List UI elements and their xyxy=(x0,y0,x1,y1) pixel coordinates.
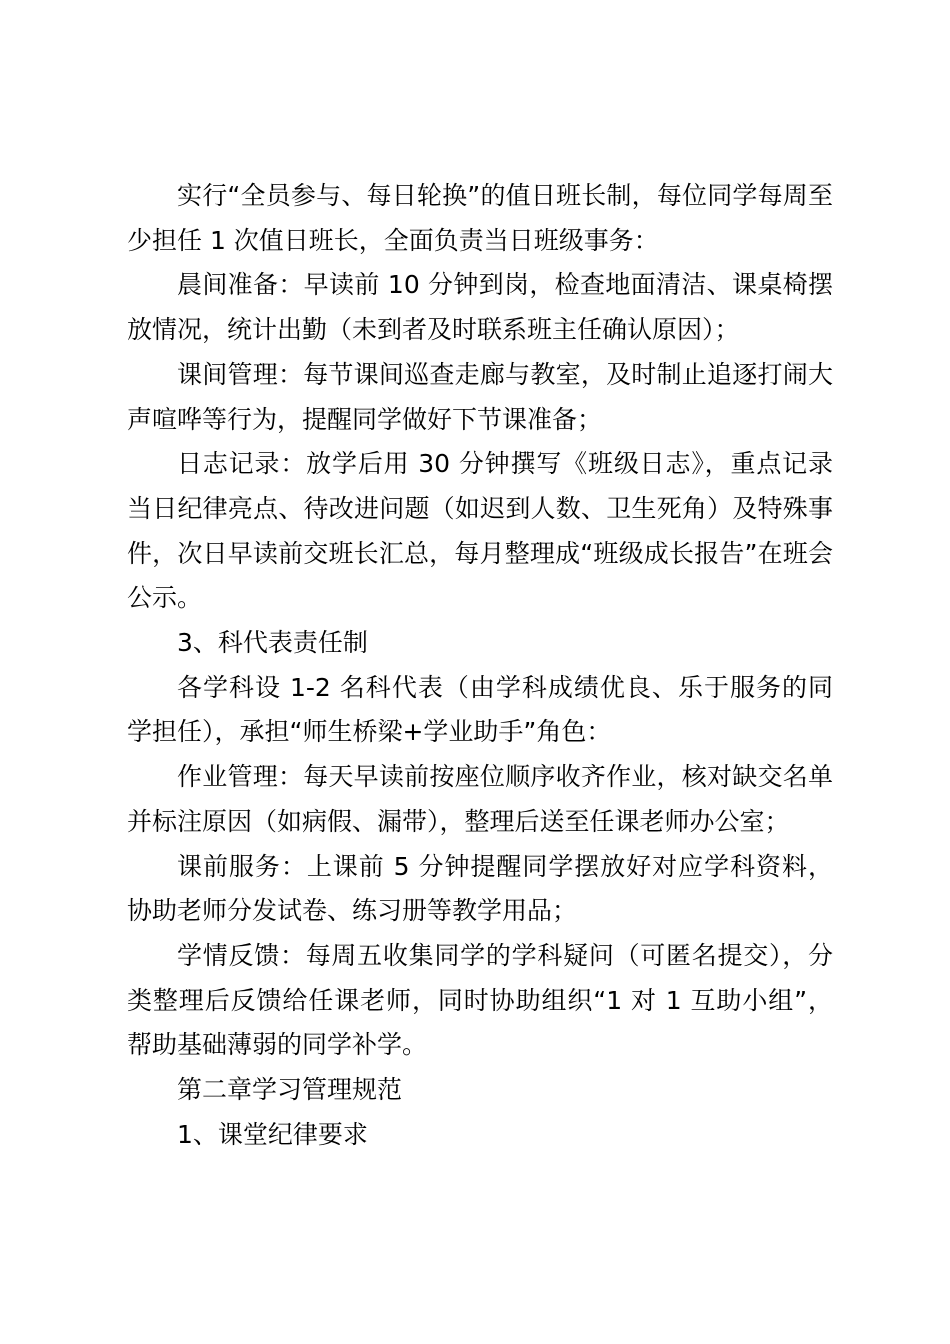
paragraph-pre-class-service: 课前服务：上课前 5 分钟提醒同学摆放好对应学科资料，协助老师分发试卷、练习册等教学用品； xyxy=(127,851,833,926)
paragraph-log-recording: 日志记录：放学后用 30 分钟撰写《班级日志》，重点记录当日纪律亮点、待改进问题（如迟到人数、卫生死角）及特殊事件，次日早读前交班长汇总，每月整理成“班级成长报告”在班会公示。 xyxy=(127,449,833,613)
paragraph-subject-representative-intro: 各学科设 1-2 名科代表（由学科成绩优良、乐于服务的同学担任），承担“师生桥梁+学业助手”角色： xyxy=(127,672,833,747)
paragraph-morning-preparation: 晨间准备：早读前 10 分钟到岗，检查地面清洁、课桌椅摆放情况，统计出勤（未到者及时联系班主任确认原因）； xyxy=(127,270,833,345)
paragraph-break-management: 课间管理：每节课间巡查走廊与教室，及时制止追逐打闹大声喧哗等行为，提醒同学做好下节课准备； xyxy=(127,359,833,434)
document-page xyxy=(127,174,833,1157)
chapter-heading-learning-management: 第二章学习管理规范 xyxy=(177,1075,403,1105)
paragraph-duty-monitor-intro: 实行“全员参与、每日轮换”的值日班长制，每位同学每周至少担任 1 次值日班长，全面负责当日班级事务： xyxy=(127,181,833,255)
paragraph-homework-management: 作业管理：每天早读前按座位顺序收齐作业，核对缺交名单并标注原因（如病假、漏带），整理后送至任课老师办公室； xyxy=(127,762,833,836)
paragraph-learning-feedback: 学情反馈：每周五收集同学的学科疑问（可匿名提交），分类整理后反馈给任课老师，同时协助组织“1 对 1 互助小组”，帮助基础薄弱的同学补学。 xyxy=(127,940,833,1060)
section-heading-subject-representative: 3、科代表责任制 xyxy=(177,628,368,658)
section-heading-classroom-discipline: 1、课堂纪律要求 xyxy=(177,1119,368,1149)
